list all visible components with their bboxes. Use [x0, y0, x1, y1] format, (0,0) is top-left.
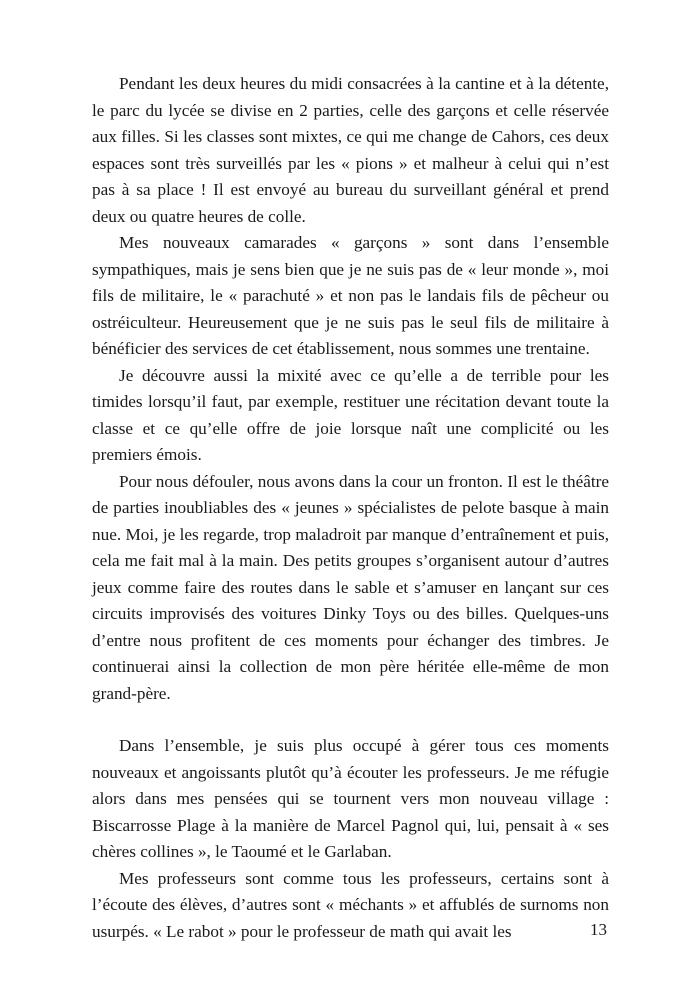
paragraph: Mes professeurs sont comme tous les professeurs, certains sont à l’écoute des élèves, d’autres sont « méchants » et affublés de surnoms non usurpés. « Le rabot » pour le professeur de math qui avait les [92, 868, 609, 941]
paragraph: Je découvre aussi la mixité avec ce qu’elle a de terrible pour les timides lorsqu’il faut, par exemple, restituer une récitation devant toute la classe et ce qu’elle offre de joie lorsque naît une complicité ou les premiers émois. [92, 365, 609, 464]
paragraph: Dans l’ensemble, je suis plus occupé à gérer tous ces moments nouveaux et angoissants plutôt qu’à écouter les professeurs. Je me réfugie alors dans mes pensées qui se tournent vers mon nouveau village : Biscarrosse Plage à la manière de Marcel Pagnol qui, lui, pensait à « ses chères collines », le Taoumé et le Garlaban. [92, 736, 609, 861]
paragraph: Pendant les deux heures du midi consacrées à la cantine et à la détente, le parc du lycée se divise en 2 parties, celle des garçons et celle réservée aux filles. Si les classes sont mixtes, ce qui me change de Cahors, ces deux espaces sont très surveillés par les « pions » et malheur à celui qui n’est pas à sa place ! Il est envoyé au bureau du surveillant général et prend deux ou quatre heures de colle. [92, 74, 609, 226]
paragraph: Mes nouveaux camarades « garçons » sont dans l’ensemble sympathiques, mais je sens bien que je ne suis pas de « leur monde », moi fils de militaire, le « parachuté » et non pas le landais fils de pêcheur ou ostréiculteur. Heureusement que je ne suis pas le seul fils de militaire à bénéficier des services de cet établissement, nous sommes une trentaine. [92, 233, 609, 358]
body-text [92, 71, 609, 945]
page-number: 13 [590, 920, 607, 939]
paragraph: Pour nous défouler, nous avons dans la cour un fronton. Il est le théâtre de parties inoubliables des « jeunes » spécialistes de pelote basque à main nue. Moi, je les regarde, trop maladroit par manque d’entraînement et puis, cela me fait mal à la main. Des petits groupes s’organisent autour d’autres jeux comme faire des routes dans le sable et s’amuser en lançant sur ces circuits improvisés des voitures Dinky Toys ou des billes. Quelques-uns d’entre nous profitent de ces moments pour échanger des timbres. Je continuerai ainsi la collection de mon père héritée elle-même de mon grand-père. [92, 471, 609, 703]
